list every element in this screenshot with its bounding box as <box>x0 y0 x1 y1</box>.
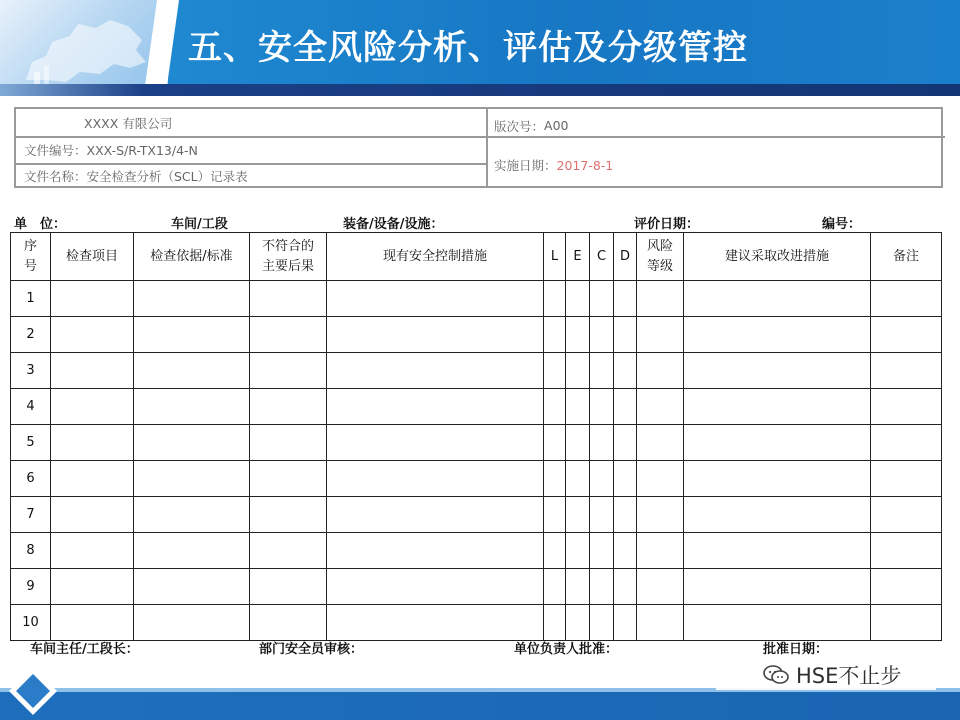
table-cell <box>134 389 250 425</box>
row-number: 10 <box>11 605 51 641</box>
table-body <box>11 281 942 641</box>
table-cell <box>614 497 637 533</box>
table-cell <box>544 569 566 605</box>
safety-officer-label: 部门安全员审核： <box>259 642 364 657</box>
table-cell <box>134 533 250 569</box>
date-label: 实施日期： <box>494 158 557 173</box>
table-cell <box>566 569 590 605</box>
table-cell <box>250 317 327 353</box>
form-fields-row <box>0 213 960 231</box>
version-value: A00 <box>544 118 569 133</box>
table-cell <box>684 353 871 389</box>
table-cell <box>684 281 871 317</box>
row-number: 8 <box>11 533 51 569</box>
table-cell <box>590 281 614 317</box>
table-cell <box>327 317 544 353</box>
table-cell <box>134 569 250 605</box>
table-cell <box>134 605 250 641</box>
table-cell <box>637 389 684 425</box>
col-header-c: C <box>590 233 614 281</box>
table-cell <box>684 389 871 425</box>
table-cell <box>871 425 942 461</box>
page-title: 五、安全风险分析、评估及分级管控 <box>188 28 748 68</box>
table-cell <box>566 353 590 389</box>
table-cell <box>250 353 327 389</box>
table-cell <box>590 425 614 461</box>
table-cell <box>614 353 637 389</box>
watermark-text: HSE不止步 <box>796 664 902 688</box>
table-row <box>11 461 942 497</box>
table-cell <box>590 497 614 533</box>
table-cell <box>51 461 134 497</box>
equipment-label: 装备/设备/设施： <box>343 217 444 232</box>
table-row <box>11 569 942 605</box>
table-cell <box>590 533 614 569</box>
table-cell <box>544 497 566 533</box>
table-cell <box>327 353 544 389</box>
table-row <box>11 605 942 641</box>
table-cell <box>590 389 614 425</box>
table-cell <box>250 497 327 533</box>
table-cell <box>566 497 590 533</box>
table-cell <box>544 605 566 641</box>
table-cell <box>327 569 544 605</box>
table-cell <box>250 389 327 425</box>
table-cell <box>614 389 637 425</box>
row-number: 7 <box>11 497 51 533</box>
table-row <box>11 425 942 461</box>
table-cell <box>590 461 614 497</box>
table-cell <box>327 425 544 461</box>
table-cell <box>871 281 942 317</box>
table-cell <box>544 461 566 497</box>
table-cell <box>637 317 684 353</box>
number-label: 编号： <box>822 217 862 232</box>
table-cell <box>871 569 942 605</box>
table-cell <box>614 569 637 605</box>
table-cell <box>637 353 684 389</box>
table-cell <box>871 497 942 533</box>
header-banner <box>0 0 960 84</box>
table-cell <box>51 569 134 605</box>
table-cell <box>637 533 684 569</box>
table-cell <box>871 317 942 353</box>
table-cell <box>51 389 134 425</box>
table-cell <box>327 533 544 569</box>
date-field <box>494 143 613 187</box>
row-number: 3 <box>11 353 51 389</box>
table-cell <box>684 461 871 497</box>
table-cell <box>134 461 250 497</box>
table-cell <box>590 605 614 641</box>
table-cell <box>51 353 134 389</box>
table-cell <box>250 533 327 569</box>
table-cell <box>544 389 566 425</box>
table-cell <box>637 605 684 641</box>
table-cell <box>327 281 544 317</box>
table-cell <box>544 281 566 317</box>
document-info-box <box>14 107 943 188</box>
table-cell <box>684 317 871 353</box>
table-cell <box>134 497 250 533</box>
table-cell <box>544 533 566 569</box>
approval-date-label: 批准日期： <box>763 642 829 657</box>
file-number: 文件编号：XXX-S/R-TX13/4-N <box>24 143 198 158</box>
table-cell <box>51 425 134 461</box>
table-cell <box>684 605 871 641</box>
table-cell <box>134 317 250 353</box>
col-header-e: E <box>566 233 590 281</box>
version-field <box>494 109 568 142</box>
table-header-row <box>11 233 942 281</box>
col-header-consequence: 不符合的主要后果 <box>250 233 327 281</box>
table-cell <box>327 605 544 641</box>
table-cell <box>590 353 614 389</box>
table-cell <box>250 425 327 461</box>
workshop-director-label: 车间主任/工段长： <box>30 642 139 657</box>
table-cell <box>250 605 327 641</box>
table-row <box>11 281 942 317</box>
table-cell <box>134 353 250 389</box>
row-number: 4 <box>11 389 51 425</box>
table-cell <box>871 533 942 569</box>
table-cell <box>566 533 590 569</box>
row-number: 9 <box>11 569 51 605</box>
table-cell <box>566 389 590 425</box>
col-header-d: D <box>614 233 637 281</box>
table-cell <box>637 461 684 497</box>
table-cell <box>134 425 250 461</box>
table-cell <box>327 389 544 425</box>
unit-label: 单 位： <box>14 217 67 232</box>
footer-bar <box>0 688 960 720</box>
col-header-remarks: 备注 <box>871 233 942 281</box>
banner-left-panel <box>0 0 168 84</box>
col-header-controls: 现有安全控制措施 <box>327 233 544 281</box>
table-cell <box>51 281 134 317</box>
table-cell <box>871 353 942 389</box>
table-cell <box>637 497 684 533</box>
table-cell <box>544 317 566 353</box>
row-number: 6 <box>11 461 51 497</box>
col-header-risk-level: 风险等级 <box>637 233 684 281</box>
table-row <box>11 389 942 425</box>
table-cell <box>637 281 684 317</box>
date-value: 2017-8-1 <box>556 157 614 173</box>
table-row <box>11 317 942 353</box>
row-number: 5 <box>11 425 51 461</box>
table-cell <box>614 533 637 569</box>
table-cell <box>51 317 134 353</box>
table-cell <box>684 497 871 533</box>
table-row <box>11 533 942 569</box>
row-number: 2 <box>11 317 51 353</box>
table-cell <box>684 569 871 605</box>
table-cell <box>250 461 327 497</box>
table-cell <box>566 461 590 497</box>
col-header-basis: 检查依据/标准 <box>134 233 250 281</box>
version-label: 版次号： <box>494 118 545 134</box>
table-row <box>11 353 942 389</box>
table-cell <box>250 569 327 605</box>
table-cell <box>684 533 871 569</box>
wechat-icon <box>762 664 790 686</box>
table-cell <box>614 281 637 317</box>
table-cell <box>134 281 250 317</box>
file-name: 文件名称：安全检查分析（SCL）记录表 <box>24 169 248 184</box>
col-header-improvement: 建议采取改进措施 <box>684 233 871 281</box>
col-header-seq: 序号 <box>11 233 51 281</box>
table-cell <box>566 317 590 353</box>
table-cell <box>871 461 942 497</box>
table-cell <box>327 461 544 497</box>
table-cell <box>637 425 684 461</box>
table-cell <box>614 605 637 641</box>
table-cell <box>590 317 614 353</box>
col-header-item: 检查项目 <box>51 233 134 281</box>
table-cell <box>614 425 637 461</box>
table-cell <box>590 569 614 605</box>
table-cell <box>614 461 637 497</box>
table-cell <box>566 605 590 641</box>
header-strip <box>0 84 960 96</box>
table-cell <box>544 425 566 461</box>
table-cell <box>637 569 684 605</box>
table-cell <box>544 353 566 389</box>
table-cell <box>684 425 871 461</box>
table-cell <box>250 281 327 317</box>
company-name: XXXX 有限公司 <box>84 115 173 131</box>
table-cell <box>51 497 134 533</box>
info-divider <box>486 109 488 186</box>
unit-head-label: 单位负责人批准： <box>514 642 619 657</box>
signature-row <box>0 638 960 656</box>
table-row <box>11 497 942 533</box>
table-cell <box>51 605 134 641</box>
table-cell <box>566 425 590 461</box>
workshop-label: 车间/工段 <box>171 217 228 232</box>
map-icon <box>18 10 158 84</box>
col-header-l: L <box>544 233 566 281</box>
scl-record-table <box>10 232 942 641</box>
row-number: 1 <box>11 281 51 317</box>
table-cell <box>566 281 590 317</box>
table-cell <box>327 497 544 533</box>
table-cell <box>871 389 942 425</box>
eval-date-label: 评价日期： <box>634 217 700 232</box>
watermark <box>716 660 936 690</box>
table-cell <box>871 605 942 641</box>
table-cell <box>614 317 637 353</box>
table-cell <box>51 533 134 569</box>
